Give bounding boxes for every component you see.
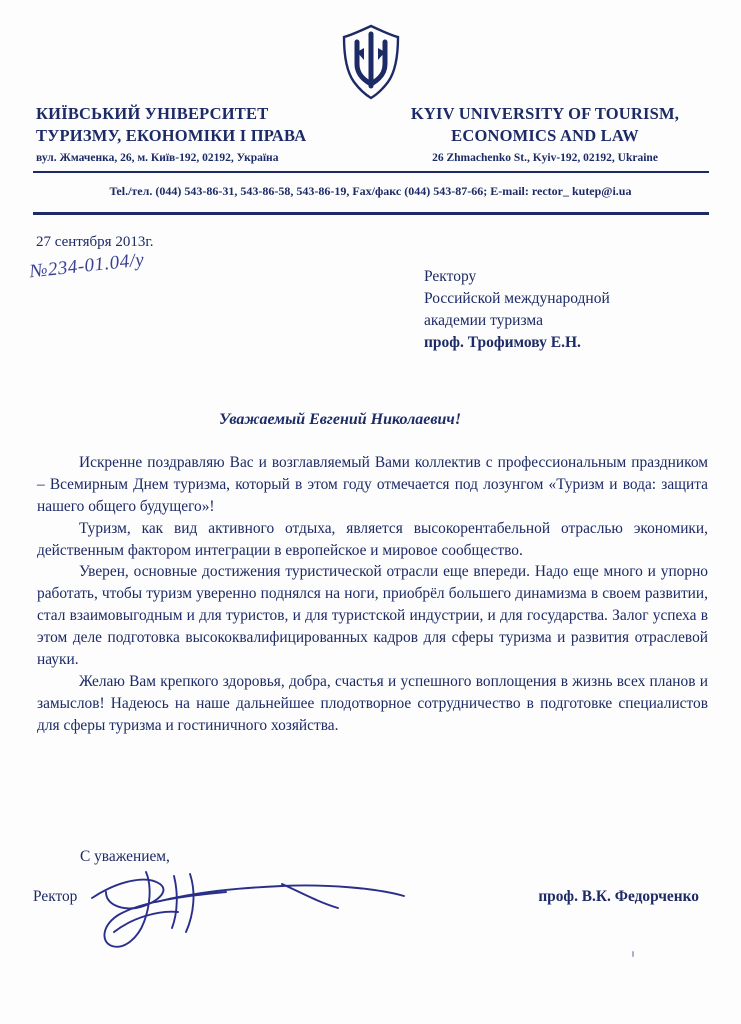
body-paragraph-3: Уверен, основные достижения туристической отрасли еще впереди. Надо еще много и упорно работать, чтобы туризм уверенно поднялся на ноги, приобрёл большего динамизма в своем развитии, стал взаимовыгодным и для туристов, и для туристской индустрии, и для государства. Залог успеха в этом деле подготовка высококвалифицированных кадров для сферы туризма и развития отраслевой науки. [37, 563, 708, 668]
addressee-line-1: Ректору [424, 268, 477, 285]
handwritten-signature-icon [86, 862, 436, 962]
ukraine-trident-emblem-icon [338, 24, 404, 98]
header-rule-bottom [33, 212, 709, 215]
body-paragraph-4: Желаю Вам крепкого здоровья, добра, счастья и успешного воплощения в жизнь всех планов и замыслов! Надеюсь на наше дальнейшее плодотворное сотрудничество в подготовке специалистов для сферы туризма и гостиничного хозяйства. [37, 672, 708, 734]
university-name-ua-line2: ТУРИЗМУ, ЕКОНОМІКИ І ПРАВА [36, 126, 307, 146]
emblem-container [0, 24, 741, 105]
addressee-line-4: проф. Трофимову Е.Н. [424, 334, 581, 351]
registration-number-handwritten: №234-01.04/у [28, 249, 146, 283]
addressee-line-3: академии туризма [424, 312, 543, 329]
closing-line: С уважением, [80, 848, 170, 865]
header-rule-top [33, 171, 709, 173]
body-paragraph-1: Искренне поздравляю Вас и возглавляемый Вами коллектив с профессиональным праздником – Всемирным Днем туризма, который в этом году отмечается под лозунгом «Туризм и вода: защита нашего общего будущего»! [37, 454, 708, 515]
university-name-en [380, 103, 710, 148]
letterhead-addresses [0, 152, 741, 168]
letter-date: 27 сентября 2013г. [36, 234, 154, 250]
letterhead-titles [0, 103, 741, 149]
addressee-line-2: Российской международной [424, 290, 610, 307]
paper-speck [632, 951, 634, 957]
addressee-block [424, 266, 724, 354]
address-ua: вул. Жмаченка, 26, м. Київ-192, 02192, Україна [36, 152, 279, 164]
signature-role: Ректор [33, 888, 78, 905]
contacts-line: Tel./тел. (044) 543-86-31, 543-86-58, 543-86-19, Fax/факс (044) 543-87-66; E-mail: rector_ kutep@i.ua [109, 184, 632, 198]
address-en: 26 Zhmachenko St., Kyiv-192, 02192, Ukraine [432, 152, 658, 164]
university-name-en-line1: KYIV UNIVERSITY OF TOURISM, [410, 104, 680, 123]
salutation: Уважаемый Евгений Николаевич! [219, 411, 462, 428]
letter-body [37, 452, 708, 736]
body-paragraph-2: Туризм, как вид активного отдыха, является высокорентабельной отраслью экономики, действенным фактором интеграции в европейское и мировое сообщество. [37, 519, 708, 559]
university-name-ua-line1: КИЇВСЬКИЙ УНІВЕРСИТЕТ [36, 104, 269, 123]
university-name-en-line2: ECONOMICS AND LAW [451, 126, 639, 146]
signature-name: проф. В.К. Федорченко [538, 888, 699, 905]
university-name-ua [36, 103, 366, 148]
